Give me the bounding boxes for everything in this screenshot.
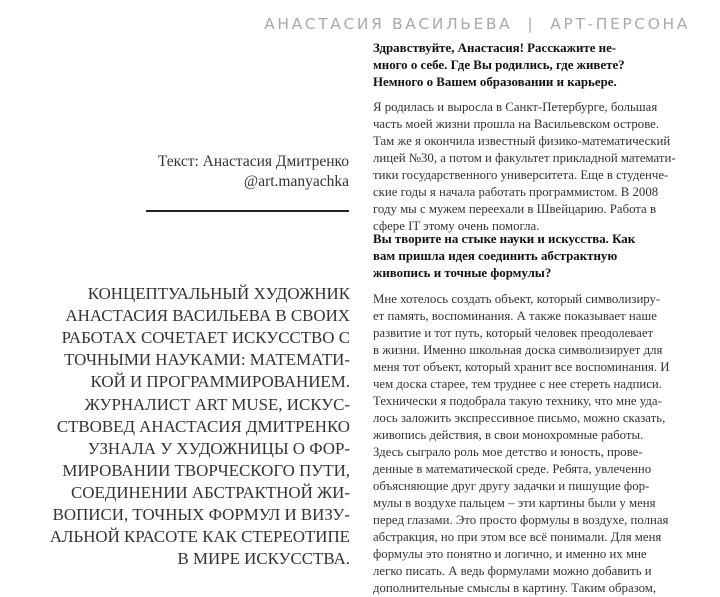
question-line: Здравствуйте, Анастасия! Расскажите не- [373,41,617,55]
answer-line: абстракция, но при этом все всё понимали. Для меня [373,530,662,544]
answer-line: Мне хотелось создать объект, который символизиру- [373,292,661,306]
answer-line: меня тот объект, который хранит все воспоминания. И [373,360,670,374]
lead-line: КОЙ И ПРОГРАММИРОВАНИЕМ. [90,372,350,391]
lead-line: ТОЧНЫМИ НАУКАМИ: МАТЕМАТИ- [64,350,350,369]
answer-line: сфере IT этому очень помогла. [373,219,540,233]
answer-line: перед глазами. Это просто формулы в воздухе, полная [373,513,669,527]
question-line: Вы творите на стыке науки и искусства. Как [373,232,636,246]
lead-line: СОЕДИНЕНИИ АБСТРАКТНОЙ ЖИ- [71,483,350,502]
page-header: АНАСТАСИЯ ВАСИЛЬЕВА | АРТ-ПЕРСОНА [264,15,690,33]
question-line: Немного о Вашем образовании и карьере. [373,74,617,89]
lead-line: СТВОВЕД АНАСТАСИЯ ДМИТРЕНКО [56,417,350,436]
answer-line: году мы с мужем переехали в Швейцарию. Работа в [373,202,656,216]
question-line: много о себе. Где Вы родились, где живете? [373,57,625,72]
answer-line: развитие и тот путь, который человек преодолевает [373,326,654,340]
lead-line: ВОПИСИ, ТОЧНЫХ ФОРМУЛ И ВИЗУ- [52,505,350,524]
answer-line: формулы это понятно и логично, и именно их мне [373,547,647,561]
answer-line: денные в математической среде. Ребята, увлеченно [373,462,652,476]
answer-line: ские годы я начала работать программистом. В 2008 [373,185,659,199]
lead-line: В МИРЕ ИСКУССТВА. [177,549,350,568]
question-1 [373,40,693,91]
author-credit [158,152,349,192]
lead-line: АЛЬНОЙ КРАСОТЕ КАК СТЕРЕОТИПЕ [49,527,350,546]
answer-line: тики государственного университета. Еще в студенче- [373,168,669,182]
answer-line: Здесь сыграло роль мое детство и юность, прове- [373,445,643,459]
lead-line: КОНЦЕПТУАЛЬНЫЙ ХУДОЖНИК [87,284,350,303]
answer-line: дополнительные смыслы в картину. Таким образом, [373,581,657,595]
answer-line: ет память, воспоминания. А также показывает наше [373,309,657,323]
answer-1 [373,99,693,235]
lead-line: УЗНАЛА У ХУДОЖНИЦЫ О ФОР- [87,439,350,458]
credit-author: Текст: Анастасия Дмитренко [157,153,349,170]
answer-line: в жизни. Именно школьная доска символизирует для [373,343,663,357]
answer-line: лось заложить экспрессивное письмо, можно сказать, [373,411,666,425]
answer-line: объясняющие друг другу задачки и пишущие фор- [373,479,650,493]
answer-line: лицей №30, а потом и факультет прикладной математи- [373,151,676,165]
answer-line: мулы в воздухе пальцем – эти картины были у меня [373,496,656,510]
answer-line: чем доска старее, тем труднее с нее стереть надписи. [373,377,662,391]
answer-line: живопись действия, в свои монохромные работы. [373,428,644,442]
lead-line: ЖУРНАЛИСТ ART MUSE, ИСКУС- [84,395,350,414]
lead-paragraph-1 [40,283,350,393]
answer-line: часть моей жизни прошла на Васильевском острове. [373,117,660,131]
answer-line: легко писать. А ведь формулами можно добавить и [373,564,652,578]
question-line: вам пришла идея соединить абстрактную [373,248,618,263]
answer-line: Там же я окончила известный физико-математический [373,134,671,148]
lead-line: МИРОВАНИИ ТВОРЧЕСКОГО ПУТИ, [62,461,350,480]
question-line: живопись и точные формулы? [373,265,552,280]
answer-line: Технически я подобрала такую технику, что мне уда- [373,394,662,408]
divider-rule [146,210,349,212]
answer-2 [373,291,693,597]
lead-line: АНАСТАСИЯ ВАСИЛЬЕВА В СВОИХ [65,306,350,325]
lead-paragraph-2 [40,394,350,570]
credit-handle: @art.manyachka [243,173,349,190]
question-2 [373,231,693,282]
answer-line: Я родилась и выросла в Санкт-Петербурге, большая [373,100,658,114]
lead-line: РАБОТАХ СОЧЕТАЕТ ИСКУССТВО С [61,328,350,347]
